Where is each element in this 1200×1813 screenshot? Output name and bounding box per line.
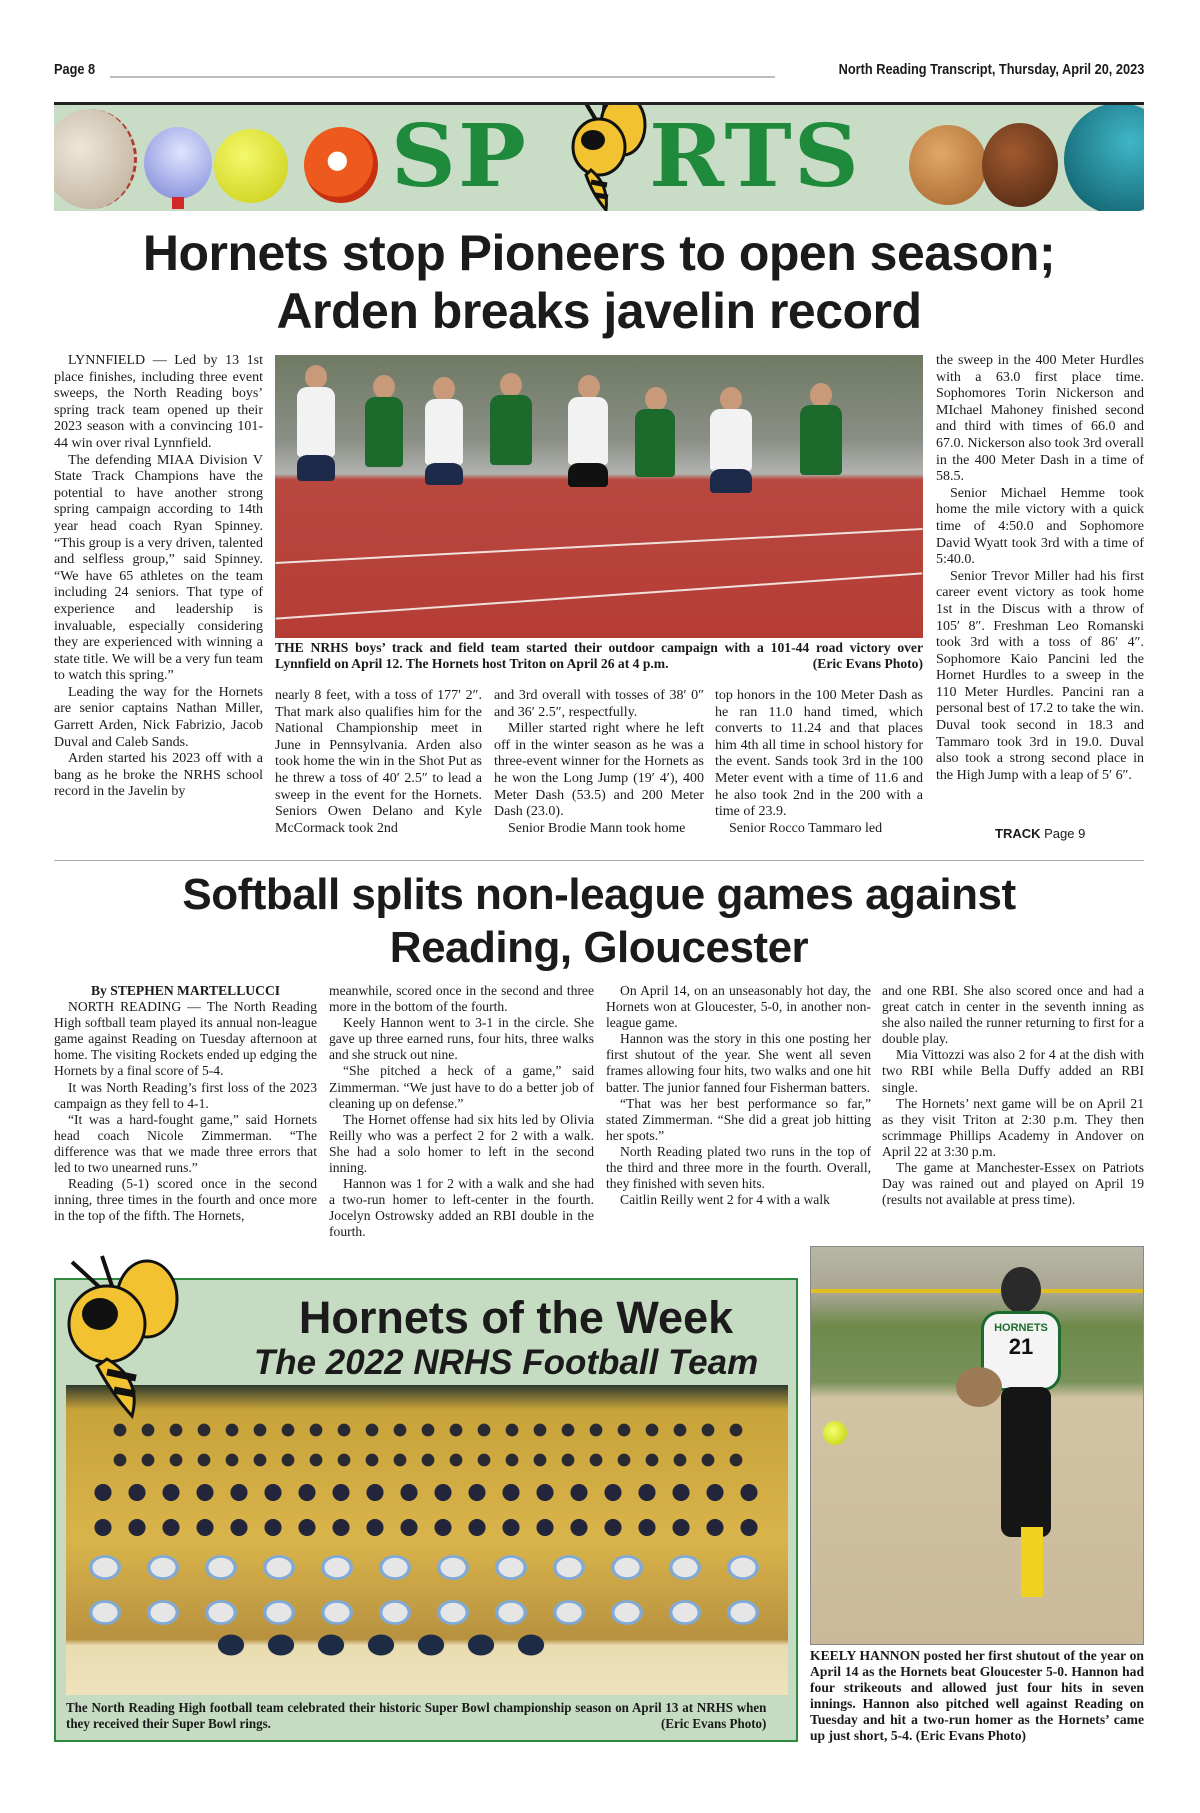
article-paragraph: top honors in the 100 Meter Dash as he ran 11.0 hand timed, which converts to 11.24 and that places him 4th all time in school history for the event. Sands took 3rd in the 100 Meter event with a time of 11.6 and he also took 2nd in the 200 with a time of 23.9. bbox=[715, 688, 923, 820]
track-team-photo bbox=[275, 355, 923, 638]
jump-page: Page 9 bbox=[1044, 826, 1086, 841]
article-paragraph: Keely Hannon went to 3-1 in the circle. She gave up three earned runs, four hits, three walks and she struck out nine. bbox=[329, 1015, 594, 1063]
caption-text: The North Reading High football team celebrated their historic Super Bowl championship season on April 13 at NRHS when they received their Super Bowl rings. bbox=[66, 1700, 767, 1731]
tennis-ball-icon bbox=[214, 129, 288, 203]
football-team-photo bbox=[66, 1385, 788, 1695]
article-paragraph: Leading the way for the Hornets are senior captains Nathan Miller, Garrett Arden, Nick Fabrizio, Jacob Duval and Caleb Sands. bbox=[54, 684, 263, 750]
article-column bbox=[606, 983, 871, 1208]
article-paragraph: North Reading plated two runs in the top of the third and three more in the fourth. Overall, they finished with seven hits. bbox=[606, 1143, 871, 1192]
softball-icon bbox=[823, 1421, 847, 1445]
soccer-ball-icon bbox=[304, 127, 378, 203]
article-paragraph: Arden started his 2023 off with a bang as he broke the NRHS school record in the Javelin by bbox=[54, 751, 263, 800]
article-paragraph: NORTH READING — The North Reading High softball team played its annual non-league game against Reading on Tuesday afternoon at home. The visiting Rockets ended up edging the Hornets by a final score of 5-4. bbox=[54, 999, 317, 1079]
article-column bbox=[54, 353, 263, 801]
article-paragraph: meanwhile, scored once in the second and three more in the bottom of the fourth. bbox=[329, 983, 594, 1015]
sports-banner bbox=[54, 102, 1144, 211]
photo-credit: (Eric Evans Photo) bbox=[915, 1728, 1027, 1743]
caption-text: THE NRHS boys’ track and field team started their outdoor campaign with a 101-44 road victory over Lynnfield on April 12. The Hornets host Triton on April 26 at 4 p.m. bbox=[275, 640, 923, 671]
article-paragraph: “She pitched a heck of a game,” said Zimmerman. “We just have to do a better job of cleaning up on defense.” bbox=[329, 1063, 594, 1111]
article-paragraph: Senior Brodie Mann took home bbox=[508, 820, 686, 836]
article-column bbox=[715, 688, 923, 837]
article-paragraph: On April 14, on an unseasonably hot day, the Hornets won at Gloucester, 5-0, in another non-league game. bbox=[606, 983, 871, 1031]
football-photo-caption bbox=[66, 1700, 766, 1732]
caption-text: KEELY HANNON posted her first shutout of the year on April 14 as the Hornets beat Gloucester 5-0. Hannon had four strikeouts and allowed just four hits in seven innings. Hannon also pitched well against Reading on Tuesday and hit a two-run homer as the Hornets’ came up just short, 5-4. bbox=[810, 1648, 1144, 1743]
article-paragraph: It was North Reading’s first loss of the 2023 campaign as they fell to 4-1. bbox=[54, 1079, 317, 1111]
article-column bbox=[494, 688, 704, 837]
headline-softball bbox=[54, 868, 1144, 974]
headline-track bbox=[54, 224, 1144, 340]
article-paragraph: the sweep in the 400 Meter Hurdles with a 63.0 first place time. Sophomores Torin Nickerson and MIchael Mahoney finished second and third with times of 66.0 and 67.0. Nickerson also took 3rd overall in the 400 Meter Dash in a time of 58.5. bbox=[936, 353, 1145, 485]
headline-line-1: Hornets stop Pioneers to open season; bbox=[142, 225, 1056, 281]
article-paragraph: Senior Michael Hemme took home the mile victory with a quick time of 4:50.0 and Sophomore David Wyatt took 3rd with a time of 5:40.0. bbox=[936, 485, 1144, 568]
article-paragraph: Caitlin Reilly went 2 for 4 with a walk bbox=[620, 1192, 830, 1208]
article-column bbox=[329, 983, 594, 1241]
jersey-text: HORNETS bbox=[994, 1322, 1048, 1334]
article-paragraph: The defending MIAA Division V State Track Champions have the potential to have another strong spring campaign according to 14th year head coach Ryan Spinney. “This group is a very driven, talented and selfless group,” said Spinney. “We have 65 athletes on the team including 24 seniors. That type of experience and leadership is invaluable, especially considering they are experienced with winning a state title. We will be a very fun team to watch this spring.” bbox=[54, 452, 263, 684]
article-paragraph: The game at Manchester-Essex on Patriots Day was rained out and played on April 19 (results not available at press time). bbox=[882, 1160, 1144, 1208]
publication-dateline: North Reading Transcript, Thursday, April 20, 2023 bbox=[838, 62, 1144, 78]
article-paragraph: “That was her best performance so far,” stated Zimmerman. “She did a great job hitting her spots.” bbox=[606, 1095, 871, 1143]
headline-line-1: Softball splits non-league games against bbox=[182, 870, 1016, 919]
article-paragraph: Mia Vittozzi was also 2 for 4 at the dish with two RBI while Bella Duffy added an RBI single. bbox=[882, 1047, 1144, 1095]
article-paragraph: LYNNFIELD — Led by 13 1st place finishes, including three event sweeps, the North Reading boys’ spring track team opened up their 2023 season with a convincing 101-44 win over rival Lynnfield. bbox=[54, 353, 263, 451]
article-paragraph: Hannon was the story in this one posting her first shutout of the year. She went all seven frames allowing four hits, two walks and one hit batter. The junior fanned four Fisherman batters. bbox=[606, 1031, 871, 1095]
article-column bbox=[936, 353, 1144, 784]
article-column bbox=[882, 983, 1144, 1208]
photo-credit: (Eric Evans Photo) bbox=[812, 656, 923, 671]
article-paragraph: Hannon was 1 for 2 with a walk and she had a two-run homer to left-center in the fourth. Jocelyn Ostrowsky added an RBI double in the fourth. bbox=[329, 1176, 594, 1240]
hornet-mascot-icon bbox=[551, 102, 651, 211]
golf-tee-icon bbox=[172, 197, 184, 209]
article-paragraph: The Hornet offense had six hits led by Olivia Reilly who was a perfect 2 for 2 with a walk. She had a solo homer to left in the second inning. bbox=[329, 1111, 594, 1176]
golf-ball-icon bbox=[144, 127, 212, 199]
hornet-mascot-icon bbox=[52, 1254, 192, 1419]
track-photo-caption bbox=[275, 640, 923, 672]
headline-line-2: Reading, Gloucester bbox=[389, 923, 809, 972]
feature-subtitle: The 2022 NRHS Football Team bbox=[253, 1343, 759, 1382]
article-paragraph: The Hornets’ next game will be on April 21 as they visit Triton at 2:30 p.m. They then scrimmage Phillips Academy in Andover on April 22 at 3:30 p.m. bbox=[882, 1095, 1144, 1159]
section-divider bbox=[54, 860, 1144, 861]
article-paragraph: nearly 8 feet, with a toss of 177′ 2″. That mark also qualifies him for the National Championship meet in June in Pennsylvania. Arden also took home the win in the Shot Put as he threw a toss of 40′ 2.5″ to lead a sweep in the event for the Hornets. Seniors Owen Delano and Kyle McCormack took 2nd bbox=[275, 688, 482, 836]
header-rule bbox=[110, 76, 775, 78]
feature-title: Hornets of the Week bbox=[298, 1292, 734, 1343]
jump-label: TRACK bbox=[995, 826, 1041, 841]
sports-title-right: RTS bbox=[648, 106, 862, 207]
jump-line[interactable] bbox=[995, 826, 1085, 841]
page-number: Page 8 bbox=[54, 62, 96, 78]
pitcher-photo-caption bbox=[810, 1648, 1144, 1744]
pitcher-photo bbox=[810, 1246, 1144, 1645]
headline-line-2: Arden breaks javelin record bbox=[276, 283, 922, 339]
baseball-icon bbox=[54, 109, 137, 209]
byline: By STEPHEN MARTELLUCCI bbox=[90, 983, 281, 998]
sports-title-left: SP bbox=[390, 106, 529, 207]
article-paragraph: “It was a hard-fought game,” said Hornets head coach Nicole Zimmerman. “The difference was that we made three errors that led to two unearned runs.” bbox=[54, 1111, 317, 1176]
bowling-ball-icon bbox=[1064, 103, 1144, 211]
article-paragraph: Senior Trevor Miller had his first career event victory as took home 1st in the Discus with a throw of 105′ 8″. Freshman Leo Romanski took 3rd with a toss of 86′ 4″. Sophomore Kaio Pancini led the Hornet Hurdles to a sweep in the 110 Meter Hurdles. Pancini ran a personal best of 17.2 to take the win. Duval took second in 18.3 and Tammaro took 3rd in 19.0. Duval also took a strong second place in the High Jump with a leap of 5′ 6″. bbox=[936, 568, 1144, 783]
article-paragraph: Reading (5-1) scored once in the second inning, three times in the fourth and once more in the top of the fifth. The Hornets, bbox=[54, 1176, 317, 1224]
football-icon bbox=[982, 123, 1058, 207]
article-paragraph: and one RBI. She also scored once and had a great catch in center in the seventh inning as she also nailed the runner returning to first for a double play. bbox=[882, 983, 1144, 1047]
jersey-number: 21 bbox=[1008, 1334, 1034, 1359]
article-paragraph: and 3rd overall with tosses of 38′ 0″ and 36′ 2.5″, respectfully. bbox=[494, 688, 704, 720]
photo-credit: (Eric Evans Photo) bbox=[660, 1716, 767, 1731]
article-paragraph: Miller started right where he left off in the winter season as he was a three-event winner for the Hornets as he won the Long Jump (19′ 4′), 400 Meter Dash (53.5) and 200 Meter Dash (23.0). bbox=[494, 721, 704, 820]
article-column bbox=[275, 688, 482, 837]
article-column bbox=[54, 983, 317, 1224]
article-paragraph: Senior Rocco Tammaro led bbox=[729, 820, 883, 836]
basketball-icon bbox=[909, 125, 987, 205]
